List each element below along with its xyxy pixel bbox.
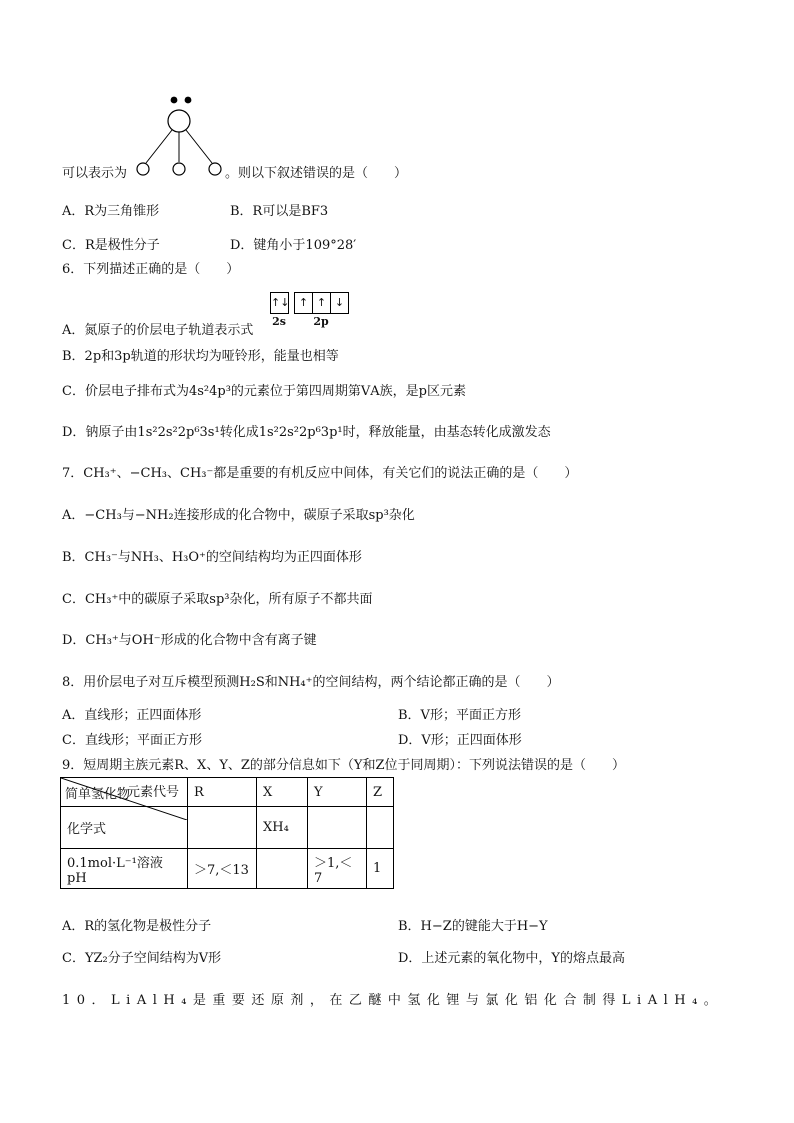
- table-cell: X: [257, 778, 308, 807]
- orbital-box-2p: ↑: [294, 292, 313, 314]
- table-cell: ＞1,＜7: [308, 849, 367, 889]
- q7-stem: 7．CH₃⁺、−CH₃、CH₃⁻都是重要的有机反应中间体，有关它们的说法正确的是（ ）: [62, 466, 578, 481]
- q7-option-d: D．CH₃⁺与OH⁻形成的化合物中含有离子键: [62, 633, 317, 648]
- table-cell: [308, 807, 367, 849]
- orbital-box-2s: ↑↓: [270, 292, 289, 314]
- table-row-label: 化学式: [61, 807, 188, 849]
- q9-stem: 9．短周期主族元素R、X、Y、Z的部分信息如下（Y和Z位于同周期）：下列说法错误的是（ ）: [62, 758, 626, 773]
- table-header-diagonal: [61, 778, 188, 807]
- table-cell: XH₄: [257, 807, 308, 849]
- table-row-label: 0.1mol·L⁻¹溶液pH: [61, 849, 188, 889]
- q6-option-d: D．钠原子由1s²2s²2p⁶3s¹转化成1s²2s²2p⁶3p¹时，释放能量，由基态转化成激发态: [62, 425, 551, 440]
- q10-stem: 10．LiAlH₄是重要还原剂，在乙醚中氢化锂与氯化铝化合制得LiAlH₄。: [62, 993, 724, 1008]
- table-cell: [257, 849, 308, 889]
- table-cell: [188, 807, 257, 849]
- terminal-atom: [209, 163, 221, 175]
- orbital-label-2s: 2s: [272, 315, 286, 328]
- q6-stem: 6．下列描述正确的是（ ）: [62, 262, 240, 277]
- element-info-table: [60, 777, 394, 889]
- q5-option-a: A．R为三角锥形: [62, 204, 160, 219]
- table-cell: [367, 807, 394, 849]
- header-hydride: 简单氢化物: [65, 787, 131, 802]
- q6-option-a: A．氮原子的价层电子轨道表示式: [62, 323, 254, 338]
- q9-option-d: D．上述元素的氧化物中，Y的熔点最高: [398, 951, 626, 966]
- table-cell: Z: [367, 778, 394, 807]
- table-row: [61, 849, 394, 889]
- table-cell: R: [188, 778, 257, 807]
- q6-option-c: C．价层电子排布式为4s²4p³的元素位于第四周期第ⅤA族，是p区元素: [62, 384, 467, 399]
- q8-option-b: B．V形；平面正方形: [398, 708, 521, 723]
- orbital-label-2p: 2p: [313, 315, 329, 328]
- lone-pair-dot: [185, 97, 192, 104]
- q9-option-c: C．YZ₂分子空间结构为V形: [62, 951, 222, 966]
- q5-option-b: B．R可以是BF3: [230, 204, 329, 219]
- terminal-atom: [137, 163, 149, 175]
- q8-option-c: C．直线形；平面正方形: [62, 733, 202, 748]
- table-cell: Y: [308, 778, 367, 807]
- q7-option-a: A．−CH₃与−NH₂连接形成的化合物中，碳原子采取sp³杂化: [62, 508, 415, 523]
- q5-option-c: C．R是极性分子: [62, 238, 160, 253]
- q8-stem: 8．用价层电子对互斥模型预测H₂S和NH₄⁺的空间结构，两个结论都正确的是（ ）: [62, 675, 560, 690]
- q9-option-b: B．H−Z的键能大于H−Y: [398, 919, 548, 934]
- q5-option-d: D．键角小于109°28′: [230, 238, 357, 253]
- q8-option-d: D．V形；正四面体形: [398, 733, 522, 748]
- q8-option-a: A．直线形；正四面体形: [62, 708, 202, 723]
- terminal-atom: [173, 163, 185, 175]
- central-atom: [168, 110, 190, 132]
- table-cell: 1: [367, 849, 394, 889]
- table-row: [61, 778, 394, 807]
- q7-option-b: B．CH₃⁻与NH₃、H₃O⁺的空间结构均为正四面体形: [62, 550, 362, 565]
- lone-pair-dot: [171, 97, 178, 104]
- orbital-box-2p: ↑: [312, 292, 331, 314]
- molecule-structure-diagram: [130, 92, 240, 184]
- q7-option-c: C．CH₃⁺中的碳原子采取sp³杂化，所有原子不都共面: [62, 592, 373, 607]
- q9-option-a: A．R的氢化物是极性分子: [62, 919, 212, 934]
- q5-stem-suffix: 。则以下叙述错误的是（ ）: [225, 166, 408, 181]
- orbital-box-2p: ↓: [330, 292, 349, 314]
- q5-stem-prefix: 可以表示为: [62, 166, 128, 181]
- orbital-diagram: [270, 292, 354, 328]
- table-cell: ＞7,＜13: [188, 849, 257, 889]
- q6-option-b: B．2p和3p轨道的形状均为哑铃形，能量也相等: [62, 349, 339, 364]
- header-element-code: 元素代号: [126, 785, 179, 800]
